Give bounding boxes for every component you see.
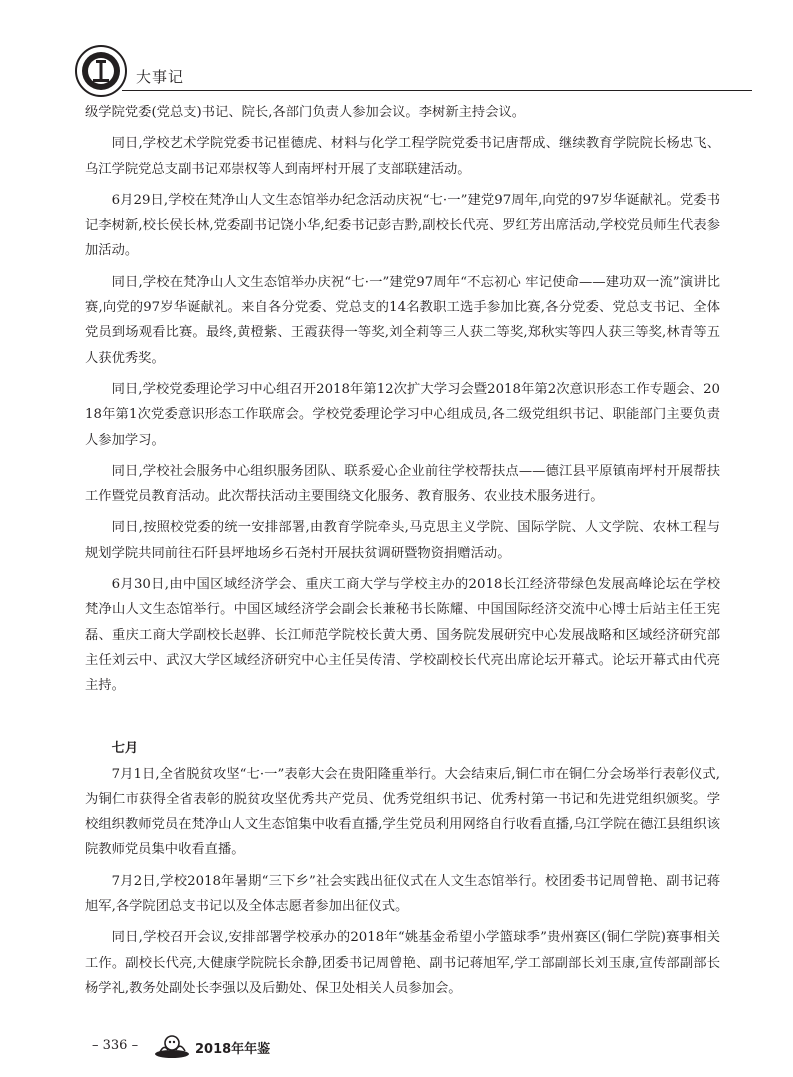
yearbook-mascot-icon	[152, 1032, 192, 1060]
paragraph: 同日,学校社会服务中心组织服务团队、联系爱心企业前往学校帮扶点——德江县平原镇南坪村开展帮扶工作暨党员教育活动。此次帮扶活动主要围绕文化服务、教育服务、农业技术服务进行。	[85, 463, 720, 505]
paragraph: 7月1日,全省脱贫攻坚“七·一”表彰大会在贵阳隆重举行。大会结束后,铜仁市在铜仁分会场举行表彰仪式,为铜仁市获得全省表彰的脱贫攻坚优秀共产党员、优秀党组织书记、优秀村第一书记和先进党组织颁奖。学校组织教师党员在梵净山人文生态馆集中收看直播,学生党员利用网络自行收看直播,乌江学院在德江县组织该院教师党员集中收看直播。	[85, 766, 720, 858]
paragraph: 同日,学校艺术学院党委书记崔德虎、材料与化学工程学院党委书记唐帮成、继续教育学院院长杨忠飞、乌江学院党总支副书记邓崇权等人到南坪村开展了支部联建活动。	[85, 136, 720, 177]
paragraph: 7月2日,学校2018年暑期“三下乡”社会实践出征仪式在人文生态馆举行。校团委书记周曾艳、副书记蒋旭军,各学院团总支书记以及全体志愿者参加出征仪式。	[85, 873, 720, 915]
paragraph: 级学院党委(党总支)书记、院长,各部门负责人参加会议。李树新主持会议。	[85, 105, 526, 120]
yearbook-title: 2018年年鉴	[195, 1042, 271, 1057]
chapter-title: 大事记	[136, 68, 185, 86]
header-rule	[122, 90, 752, 91]
paragraph: 同日,学校召开会议,安排部署学校承办的2018年“姚基金希望小学篮球季”贵州赛区(铜仁学院)赛事相关工作。副校长代亮,大健康学院院长余静,团委书记周曾艳、副书记蒋旭军,学工部副部长刘玉康,宣传部副部长杨学礼,教务处副处长李强以及后勤处、保卫处相关人员参加会。	[85, 930, 720, 996]
university-logo-icon	[74, 44, 128, 98]
paragraph: 同日,学校在梵净山人文生态馆举办庆祝“七·一”建党97周年“不忘初心 牢记使命——建功双一流”演讲比赛,向党的97岁华诞献礼。来自各分党委、党总支的14名教职工选手参加比赛,各分党委、党总支书记、全体党员到场观看比赛。最终,黄橙紫、王霞获得一等奖,刘全莉等三人获二等奖,郑秋实等四人获三等奖,林青等五人获优秀奖。	[85, 274, 720, 366]
page-header	[62, 44, 742, 104]
page-number: – 336 –	[92, 1038, 139, 1053]
page-footer	[92, 1032, 392, 1062]
paragraph: 6月30日,由中国区域经济学会、重庆工商大学与学校主办的2018长江经济带绿色发展高峰论坛在学校梵净山人文生态馆举行。中国区域经济学会副会长兼秘书长陈耀、中国国际经济交流中心博士后站主任王宪磊、重庆工商大学副校长赵骅、长江师范学院校长黄大勇、国务院发展研究中心发展战略和区域经济研究部主任刘云中、武汉大学区域经济研究中心主任吴传清、学校副校长代亮出席论坛开幕式。论坛开幕式由代亮主持。	[85, 577, 720, 694]
paragraph: 同日,按照校党委的统一安排部署,由教育学院牵头,马克思主义学院、国际学院、人文学院、农林工程与规划学院共同前往石阡县坪地场乡石尧村开展扶贫调研暨物资捐赠活动。	[85, 520, 720, 561]
paragraph: 同日,学校党委理论学习中心组召开2018年第12次扩大学习会暨2018年第2次意识形态工作专题会、2018年第1次党委意识形态工作联席会。学校党委理论学习中心组成员,各二级党组织书记、职能部门主要负责人参加学习。	[85, 381, 720, 448]
paragraph: 6月29日,学校在梵净山人文生态馆举办纪念活动庆祝“七·一”建党97周年,向党的97岁华诞献礼。党委书记李树新,校长侯长林,党委副书记饶小华,纪委书记彭吉黔,副校长代亮、罗红芳出席活动,学校党员师生代表参加活动。	[85, 192, 720, 259]
page-content	[85, 100, 720, 1001]
month-heading: 七月	[111, 740, 139, 756]
